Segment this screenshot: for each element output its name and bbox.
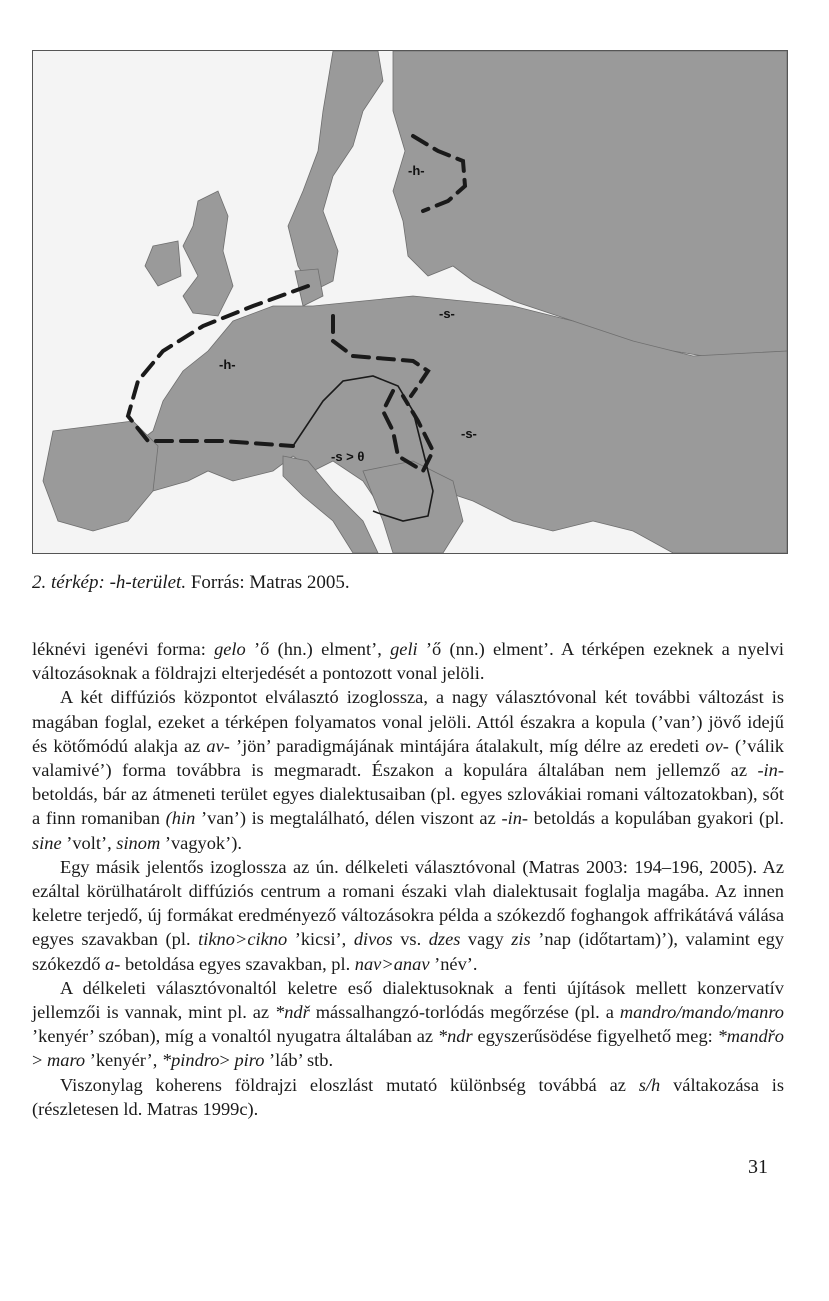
text-run: > — [32, 1050, 47, 1071]
caption-title: -h-terület. — [109, 572, 187, 593]
isogloss-map — [32, 50, 788, 554]
caption-source: Forrás: Matras 2005. — [190, 572, 350, 593]
map-label-h-finland: -h- — [408, 163, 425, 178]
paragraph — [32, 685, 784, 854]
italic-term: divos — [353, 929, 393, 950]
italic-term: *ndr — [437, 1026, 473, 1047]
paragraph — [32, 855, 784, 976]
italic-term: sine — [32, 832, 62, 853]
text-run: betoldás a kopulában gyakori (pl. — [528, 808, 785, 829]
text-run: egyszerűsödése figyelhető meg: — [472, 1026, 718, 1047]
italic-term: *ndř — [275, 1002, 310, 1023]
italic-term: dzes — [428, 929, 461, 950]
italic-term: maro — [46, 1050, 86, 1071]
text-run: Egy másik jelentős izoglossza az ún. délkeleti választóvonal (Matras 2003: 194–196, 2005). Az ezáltal körülhatárolt diffúziós centrum a romani északi vlah dialektusait foglalja magába. Az innen keletre terjedő, új formákat eredményező változásokra példa a szókezdő foghangok affrikátává válása egyes szavakban (pl. — [32, 856, 784, 950]
text-run: Viszonylag koherens földrajzi eloszlást mutató különbség továbbá az — [60, 1074, 639, 1095]
italic-term: gelo — [214, 639, 246, 659]
italic-term: (hin — [165, 808, 196, 829]
text-run: A két diffúziós központot elválasztó izoglossza, a nagy választóvonal két további változást is magában foglal, ezeket a térképen folyamatos vonal jelöli. Attól északra a kopula (’van’) jövő idejű és kötőmódú alakja az — [32, 687, 784, 756]
text-run: betoldása egyes szavakban, pl. — [120, 953, 355, 974]
map-label-s-north: -s- — [439, 306, 455, 321]
text-run: ’láb’ stb. — [264, 1050, 334, 1071]
text-run: ’jön’ paradigmájának mintájára átalakult, míg délre az eredeti — [229, 735, 706, 756]
text-run: ’kenyér’, — [85, 1050, 162, 1071]
text-run: váltakozása is (részletesen ld. Matras 1999c). — [32, 1074, 784, 1119]
paragraph — [32, 976, 784, 1073]
text-run: ’volt’, — [61, 832, 117, 853]
text-run: ’ő (hn.) elment’, — [245, 639, 391, 659]
map-label-s-theta: -s > θ — [331, 449, 365, 464]
italic-term: piro — [234, 1050, 265, 1071]
italic-term: mandro/mando/manro — [619, 1002, 785, 1023]
italic-term: sinom — [116, 832, 161, 853]
text-run: vagy — [460, 929, 512, 950]
page-number: 31 — [748, 1156, 768, 1178]
text-run: (’válik valamivé’) forma továbbra is megmaradt. Északon a kopulára általában nem jellemző az — [32, 735, 784, 781]
text-run: ’ő (nn.) elment’. A térképen ezeknek a nyelvi változásoknak a földrajzi elterjedését a pontozott vonal jelöli. — [32, 639, 784, 684]
map-caption — [32, 572, 792, 594]
body-text — [32, 637, 784, 1121]
paragraph — [32, 637, 784, 685]
italic-term: nav>anav — [354, 953, 430, 974]
italic-term: ov- — [705, 735, 729, 756]
italic-term: tikno>cikno — [198, 929, 288, 950]
text-run: A délkeleti választóvonaltól keletre eső dialektusoknak a fenti újítások mellett konzervatív jellemzői is vannak, mint pl. az — [32, 977, 784, 1023]
map-label-s-south: -s- — [461, 426, 477, 441]
text-run: ’kenyér’ szóban), míg a vonaltól nyugatra általában az — [32, 1026, 438, 1047]
italic-term: zis — [511, 929, 531, 950]
text-run: ’név’. — [429, 953, 478, 974]
italic-term: av- — [206, 735, 230, 756]
italic-term: a- — [105, 953, 121, 974]
map-graphic — [33, 51, 787, 553]
text-run: ’vagyok’). — [160, 832, 242, 853]
text-run: léknévi igenévi forma: — [32, 639, 215, 659]
italic-term: geli — [390, 639, 418, 659]
text-run: ’nap (időtartam)’), valamint egy szókezdő — [32, 929, 785, 974]
paragraph — [32, 1073, 784, 1121]
caption-number: 2. térkép: — [32, 572, 105, 593]
map-label-h-west: -h- — [219, 357, 236, 372]
text-run: ’van’) is megtalálható, délen viszont az — [195, 808, 502, 829]
italic-term: *mandřo — [717, 1026, 784, 1047]
italic-term: -in- — [501, 808, 529, 829]
text-run: vs. — [392, 929, 429, 950]
italic-term: *pindro — [161, 1050, 220, 1071]
italic-term: -in- — [757, 760, 784, 781]
text-run: ’kicsi’, — [287, 929, 354, 950]
text-run: mássalhangzó-torlódás megőrzése (pl. a — [309, 1002, 620, 1023]
text-run: > — [219, 1050, 235, 1071]
text-run: betoldás, bár az átmeneti terület egyes dialektusaiban (pl. egyes szlovákiai romani változatokban), sőt a finn romaniban — [32, 784, 784, 829]
italic-term: s/h — [638, 1074, 661, 1095]
